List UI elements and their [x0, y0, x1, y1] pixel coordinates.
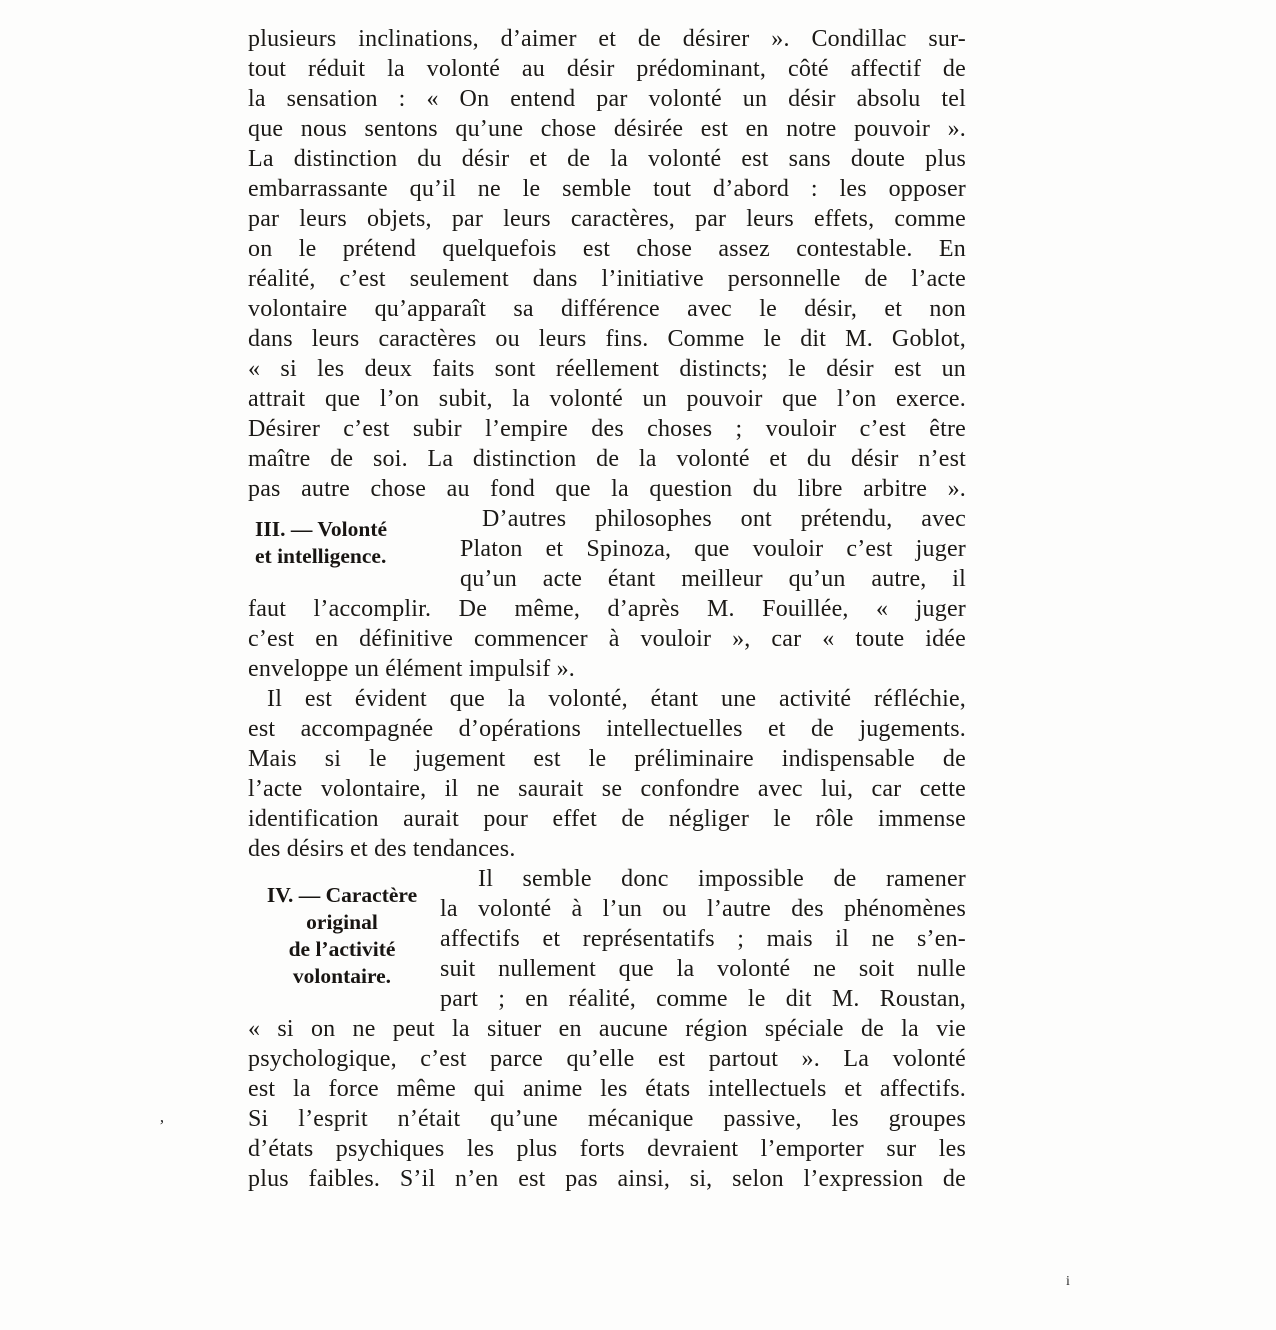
- text-line: par leurs objets, par leurs caractères, par leurs effets, comme: [248, 206, 966, 232]
- text-line: attrait que l’on subit, la volonté un pouvoir que l’on exerce.: [248, 386, 966, 412]
- text-line: embarrassante qu’il ne le semble tout d’abord : les opposer: [248, 176, 966, 202]
- text-line: la volonté à l’un ou l’autre des phénomènes: [440, 896, 966, 922]
- text-line: Mais si le jugement est le préliminaire indispensable de: [248, 746, 966, 772]
- scan-artifact-mark: ’: [159, 1116, 165, 1135]
- text-line: est la force même qui anime les états intellectuels et affectifs.: [248, 1076, 966, 1102]
- margin-note-line: III. — Volonté: [255, 517, 388, 541]
- text-line: maître de soi. La distinction de la volonté et du désir n’est: [248, 446, 966, 472]
- paragraph-1: [248, 24, 966, 504]
- text-line: Désirer c’est subir l’empire des choses ; vouloir c’est être: [248, 416, 966, 442]
- text-line: Platon et Spinoza, que vouloir c’est juger: [460, 536, 966, 562]
- text-line: plusieurs inclinations, d’aimer et de désirer ». Condillac sur-: [248, 26, 966, 52]
- text-line: faut l’accomplir. De même, d’après M. Fouillée, « juger: [248, 596, 966, 622]
- text-line: que nous sentons qu’une chose désirée est en notre pouvoir ».: [248, 116, 966, 142]
- text-line: on le prétend quelquefois est chose assez contestable. En: [248, 236, 966, 262]
- text-line: l’acte volontaire, il ne saurait se confondre avec lui, car cette: [248, 776, 966, 802]
- text-line: volontaire qu’apparaît sa différence avec le désir, et non: [248, 296, 966, 322]
- paragraph-3: [248, 684, 966, 864]
- margin-note-section-iii: [255, 516, 455, 570]
- text-line: « si on ne peut la situer en aucune région spéciale de la vie: [248, 1016, 966, 1042]
- text-line: réalité, c’est seulement dans l’initiative personnelle de l’acte: [248, 266, 966, 292]
- text-line: des désirs et des tendances.: [248, 836, 516, 862]
- margin-note-line: de l’activité: [288, 937, 396, 961]
- text-line: enveloppe un élément impulsif ».: [248, 656, 575, 682]
- text-line: identification aurait pour effet de négliger le rôle immense: [248, 806, 966, 832]
- text-line: dans leurs caractères ou leurs fins. Comme le dit M. Goblot,: [248, 326, 966, 352]
- margin-note-line: volontaire.: [292, 964, 392, 988]
- scan-artifact-mark: i: [1066, 1274, 1070, 1289]
- text-line: Il semble donc impossible de ramener: [478, 866, 966, 892]
- text-line: « si les deux faits sont réellement distincts; le désir est un: [248, 356, 966, 382]
- margin-note-section-iv: [248, 881, 436, 989]
- text-line: Si l’esprit n’était qu’une mécanique passive, les groupes: [248, 1106, 966, 1132]
- text-line: D’autres philosophes ont prétendu, avec: [482, 506, 966, 532]
- margin-note-line: original: [306, 910, 378, 934]
- text-block: [248, 24, 966, 1194]
- text-line: est accompagnée d’opérations intellectuelles et de jugements.: [248, 716, 966, 742]
- text-line: pas autre chose au fond que la question du libre arbitre ».: [248, 476, 966, 502]
- paragraph-4-with-section-note: [248, 864, 966, 1194]
- text-line: psychologique, c’est parce qu’elle est partout ». La volonté: [248, 1046, 966, 1072]
- text-line: tout réduit la volonté au désir prédominant, côté affectif de: [248, 56, 966, 82]
- text-line: La distinction du désir et de la volonté est sans doute plus: [248, 146, 966, 172]
- text-line: la sensation : « On entend par volonté un désir absolu tel: [248, 86, 966, 112]
- text-line: d’états psychiques les plus forts devraient l’emporter sur les: [248, 1136, 966, 1162]
- text-line: plus faibles. S’il n’en est pas ainsi, si, selon l’expression de: [248, 1166, 966, 1192]
- text-line: Il est évident que la volonté, étant une activité réfléchie,: [267, 686, 966, 712]
- text-line: part ; en réalité, comme le dit M. Roustan,: [440, 986, 966, 1012]
- margin-note-line: et intelligence.: [255, 544, 387, 568]
- paragraph-2-with-section-note: [248, 504, 966, 684]
- text-line: qu’un acte étant meilleur qu’un autre, il: [460, 566, 966, 592]
- text-line: affectifs et représentatifs ; mais il ne s’en-: [440, 926, 966, 952]
- text-line: c’est en définitive commencer à vouloir », car « toute idée: [248, 626, 966, 652]
- text-line: suit nullement que la volonté ne soit nulle: [440, 956, 966, 982]
- margin-note-line: IV. — Caractère: [266, 883, 418, 907]
